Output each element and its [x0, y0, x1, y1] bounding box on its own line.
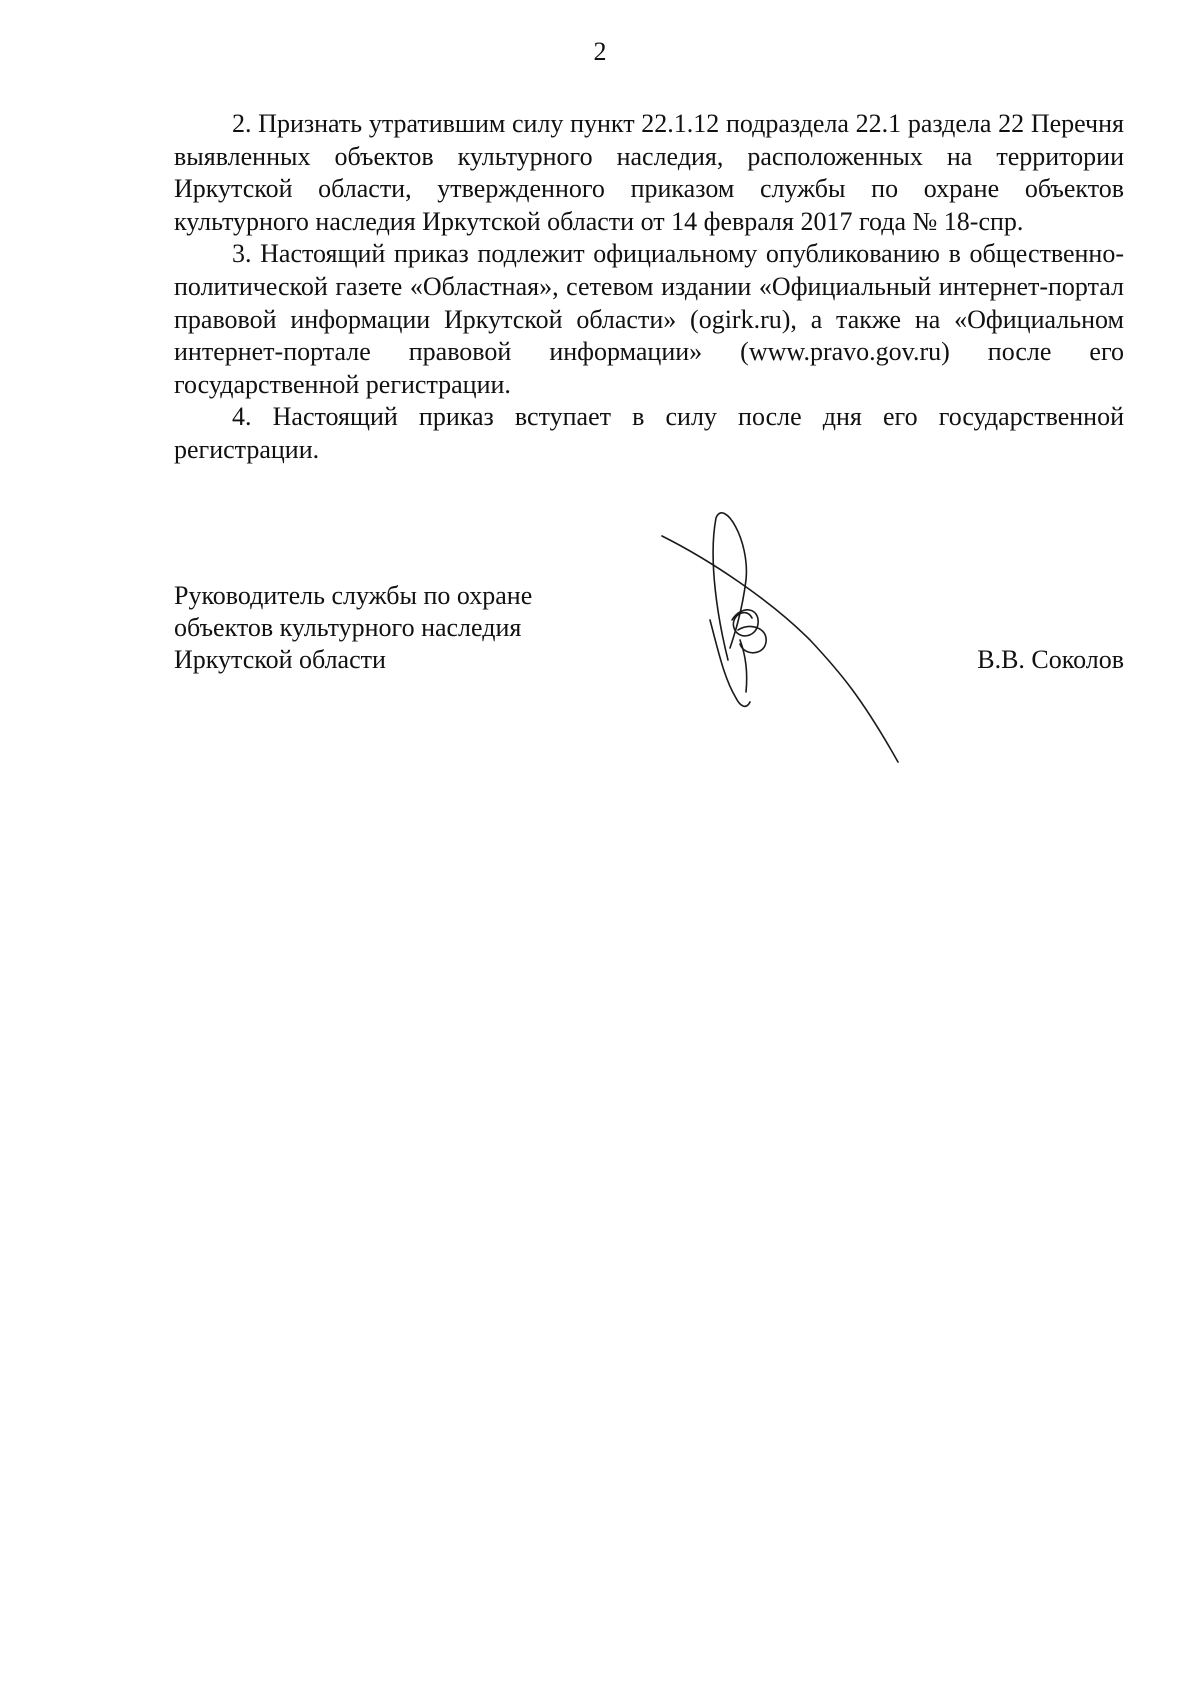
- page-number: 2: [593, 37, 607, 66]
- paragraph-4: 4. Настоящий приказ вступает в силу после дня его государственной регистрации.: [174, 402, 1124, 464]
- signer-name: В.В. Соколов: [977, 645, 1124, 674]
- signatory-position-line-3: Иркутской области: [174, 645, 386, 674]
- paragraph-2: 2. Признать утратившим силу пункт 22.1.12 подраздела 22.1 раздела 22 Перечня выявленных объектов культурного наследия, расположенных на территории Иркутской области, утвержденного приказом службы по охране объектов культурного наследия Иркутской области от 14 февраля 2017 года № 18-спр.: [174, 109, 1124, 236]
- handwritten-signature: [600, 500, 920, 780]
- paragraph-3: 3. Настоящий приказ подлежит официальному опубликованию в общественно-политической газете «Областная», сетевом издании «Официальный интернет-портал правовой информации Иркутской области» (ogirk.ru), а также на «Официальном интернет-портале правовой информации» (www.pravo.gov.ru) после его государственной регистрации.: [174, 239, 1124, 399]
- document-body: [174, 108, 1124, 467]
- signatory-position-line-2: объектов культурного наследия: [174, 613, 522, 642]
- signatory-position-line-1: Руководитель службы по охране: [174, 581, 533, 610]
- signatory-position: [174, 580, 604, 676]
